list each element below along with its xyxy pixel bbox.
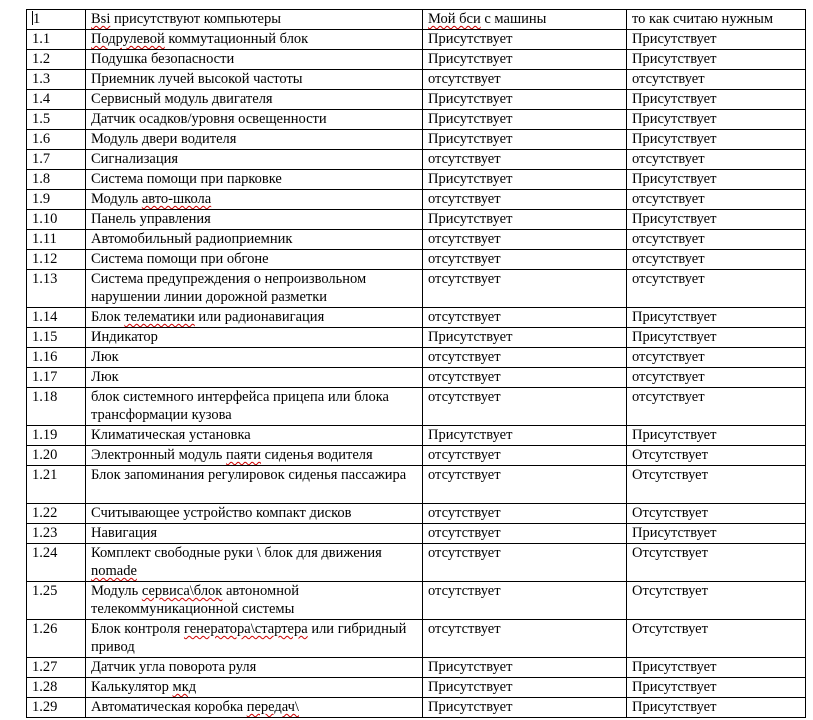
table-row xyxy=(27,388,806,426)
row-mine-status-text: Присутствует xyxy=(428,111,513,127)
row-need-status-text: Присутствует xyxy=(632,525,717,541)
row-number-text: 1.5 xyxy=(32,111,51,127)
header-need-cell[interactable] xyxy=(627,10,806,30)
row-need-status-text: отсутствует xyxy=(632,369,705,385)
table-row xyxy=(27,658,806,678)
row-name-text: Комплект свободные руки \ блок для движения nomade xyxy=(91,545,382,579)
row-number-text: 1.20 xyxy=(32,447,58,463)
header-number: 1 xyxy=(33,11,41,27)
row-mine-status-text: Присутствует xyxy=(428,679,513,695)
row-number-cell[interactable] xyxy=(27,190,86,210)
header-need: то как считаю нужным xyxy=(632,11,774,27)
row-number-text: 1.1 xyxy=(32,31,51,47)
table-row xyxy=(27,150,806,170)
table-row xyxy=(27,426,806,446)
row-need-status-cell[interactable] xyxy=(627,230,806,250)
row-number-text: 1.25 xyxy=(32,583,58,599)
row-number-cell[interactable] xyxy=(27,466,86,504)
row-number-text: 1.14 xyxy=(32,309,58,325)
row-mine-status-cell[interactable] xyxy=(423,446,627,466)
row-need-status-text: отсутствует xyxy=(632,71,705,87)
table-row xyxy=(27,110,806,130)
row-need-status-cell[interactable] xyxy=(627,210,806,230)
row-name-text: Блок запоминания регулировок сиденья пассажира xyxy=(91,467,407,483)
row-number-cell[interactable] xyxy=(27,388,86,426)
row-name-cell[interactable] xyxy=(86,110,423,130)
row-need-status-text: Присутствует xyxy=(632,91,717,107)
row-need-status-text: Присутствует xyxy=(632,329,717,345)
row-name-text: Модуль двери водителя xyxy=(91,131,237,147)
row-number-text: 1.10 xyxy=(32,211,58,227)
table-row xyxy=(27,210,806,230)
row-need-status-cell[interactable] xyxy=(627,50,806,70)
header-name-rest: присутствуют компьютеры xyxy=(110,11,281,27)
row-mine-status-text: отсутствует xyxy=(428,251,501,267)
row-name-cell[interactable] xyxy=(86,190,423,210)
row-mine-status-cell[interactable] xyxy=(423,348,627,368)
row-name-cell[interactable] xyxy=(86,210,423,230)
row-number-text: 1.17 xyxy=(32,369,58,385)
spellcheck-word: Подрулевой xyxy=(91,31,165,47)
row-number-cell[interactable] xyxy=(27,524,86,544)
row-mine-status-cell[interactable] xyxy=(423,50,627,70)
row-need-status-text: Отсутствует xyxy=(632,545,708,561)
row-need-status-cell[interactable] xyxy=(627,620,806,658)
row-need-status-text: Отсутствует xyxy=(632,505,708,521)
row-name-text: Модуль авто-школа xyxy=(91,191,212,207)
row-need-status-text: Отсутствует xyxy=(632,447,708,463)
row-number-cell[interactable] xyxy=(27,678,86,698)
row-need-status-cell[interactable] xyxy=(627,70,806,90)
header-mine-rest: с машины xyxy=(480,11,547,27)
row-need-status-cell[interactable] xyxy=(627,582,806,620)
row-mine-status-cell[interactable] xyxy=(423,466,627,504)
row-number-cell[interactable] xyxy=(27,446,86,466)
row-number-cell[interactable] xyxy=(27,698,86,718)
row-need-status-text: Присутствует xyxy=(632,211,717,227)
table-row xyxy=(27,368,806,388)
table-row xyxy=(27,466,806,504)
row-number-text: 1.7 xyxy=(32,151,51,167)
row-need-status-text: Присутствует xyxy=(632,111,717,127)
row-name-text: Люк xyxy=(91,349,119,365)
row-name-cell[interactable] xyxy=(86,90,423,110)
row-name-text: Панель управления xyxy=(91,211,211,227)
row-need-status-cell[interactable] xyxy=(627,658,806,678)
row-mine-status-text: Присутствует xyxy=(428,699,513,715)
row-number-text: 1.4 xyxy=(32,91,51,107)
table-row xyxy=(27,348,806,368)
row-need-status-text: Присутствует xyxy=(632,679,717,695)
table-row xyxy=(27,308,806,328)
row-name-cell[interactable] xyxy=(86,130,423,150)
row-mine-status-cell[interactable] xyxy=(423,230,627,250)
row-need-status-cell[interactable] xyxy=(627,698,806,718)
row-number-cell[interactable] xyxy=(27,504,86,524)
row-need-status-cell[interactable] xyxy=(627,524,806,544)
table-row xyxy=(27,250,806,270)
computers-table xyxy=(26,9,806,718)
row-number-cell[interactable] xyxy=(27,90,86,110)
row-need-status-text: Присутствует xyxy=(632,171,717,187)
row-mine-status-text: отсутствует xyxy=(428,191,501,207)
row-name-text: Люк xyxy=(91,369,119,385)
row-name-cell[interactable] xyxy=(86,250,423,270)
row-mine-status-text: отсутствует xyxy=(428,583,501,599)
row-mine-status-text: отсутствует xyxy=(428,71,501,87)
row-number-text: 1.13 xyxy=(32,271,58,287)
row-mine-status-text: отсутствует xyxy=(428,389,501,405)
spellcheck-word: генератора\стартера xyxy=(183,621,308,637)
row-need-status-cell[interactable] xyxy=(627,150,806,170)
row-name-text: Блок контроля генератора\стартера или гибридный привод xyxy=(91,621,407,655)
table-row xyxy=(27,698,806,718)
table-row xyxy=(27,270,806,308)
table-row xyxy=(27,70,806,90)
row-number-text: 1.18 xyxy=(32,389,58,405)
header-mine-wavy: Мой бси xyxy=(428,11,481,27)
row-need-status-text: Отсутствует xyxy=(632,621,708,637)
row-name-text: Система помощи при обгоне xyxy=(91,251,269,267)
row-mine-status-cell[interactable] xyxy=(423,524,627,544)
row-name-cell[interactable] xyxy=(86,170,423,190)
row-number-text: 1.26 xyxy=(32,621,58,637)
row-name-cell[interactable] xyxy=(86,658,423,678)
row-name-text: Система предупреждения о непроизвольном нарушении линии дорожной разметки xyxy=(91,271,367,305)
row-need-status-text: отсутствует xyxy=(632,389,705,405)
row-name-cell[interactable] xyxy=(86,150,423,170)
row-name-text: Электронный модуль паяти сиденья водителя xyxy=(91,447,373,463)
row-number-text: 1.16 xyxy=(32,349,58,365)
row-need-status-cell[interactable] xyxy=(627,170,806,190)
table-row xyxy=(27,90,806,110)
row-name-cell[interactable] xyxy=(86,388,423,426)
row-mine-status-text: отсутствует xyxy=(428,349,501,365)
row-number-text: 1.28 xyxy=(32,679,58,695)
row-number-cell[interactable] xyxy=(27,130,86,150)
row-mine-status-text: Присутствует xyxy=(428,427,513,443)
row-mine-status-cell[interactable] xyxy=(423,190,627,210)
row-number-text: 1.29 xyxy=(32,699,58,715)
row-number-text: 1.11 xyxy=(32,231,57,247)
row-name-text: Система помощи при парковке xyxy=(91,171,282,187)
row-name-text: Модуль сервиса\блок автономной телекоммуникационной системы xyxy=(91,583,299,617)
row-name-cell[interactable] xyxy=(86,582,423,620)
row-need-status-cell[interactable] xyxy=(627,446,806,466)
row-mine-status-text: Присутствует xyxy=(428,659,513,675)
spellcheck-word: сервиса\блок xyxy=(141,583,223,599)
row-name-text: Датчик осадков/уровня освещенности xyxy=(91,111,327,127)
row-number-text: 1.3 xyxy=(32,71,51,87)
row-need-status-text: отсутствует xyxy=(632,151,705,167)
table-row xyxy=(27,130,806,150)
row-mine-status-text: Присутствует xyxy=(428,131,513,147)
row-name-text: Климатическая установка xyxy=(91,427,251,443)
row-mine-status-cell[interactable] xyxy=(423,90,627,110)
row-need-status-text: отсутствует xyxy=(632,191,705,207)
row-name-cell[interactable] xyxy=(86,544,423,582)
row-name-cell[interactable] xyxy=(86,70,423,90)
row-mine-status-cell[interactable] xyxy=(423,250,627,270)
row-need-status-cell[interactable] xyxy=(627,504,806,524)
row-number-text: 1.6 xyxy=(32,131,51,147)
row-mine-status-text: отсутствует xyxy=(428,369,501,385)
row-need-status-cell[interactable] xyxy=(627,678,806,698)
row-name-cell[interactable] xyxy=(86,446,423,466)
row-mine-status-text: Присутствует xyxy=(428,31,513,47)
row-need-status-cell[interactable] xyxy=(627,90,806,110)
row-mine-status-text: отсутствует xyxy=(428,309,501,325)
row-name-text: Автомобильный радиоприемник xyxy=(91,231,293,247)
row-number-cell[interactable] xyxy=(27,170,86,190)
row-name-text: Навигация xyxy=(91,525,158,541)
row-number-cell[interactable] xyxy=(27,30,86,50)
row-need-status-cell[interactable] xyxy=(627,130,806,150)
row-name-text: Калькулятор мкд xyxy=(91,679,197,695)
row-need-status-cell[interactable] xyxy=(627,190,806,210)
row-mine-status-text: отсутствует xyxy=(428,525,501,541)
header-name-prefix: Вsi xyxy=(91,11,111,27)
row-name-text: Приемник лучей высокой частоты xyxy=(91,71,303,87)
row-mine-status-text: отсутствует xyxy=(428,467,501,483)
row-mine-status-cell[interactable] xyxy=(423,388,627,426)
table-row xyxy=(27,582,806,620)
row-need-status-text: отсутствует xyxy=(632,231,705,247)
row-need-status-text: Присутствует xyxy=(632,131,717,147)
row-mine-status-cell[interactable] xyxy=(423,130,627,150)
row-mine-status-text: отсутствует xyxy=(428,231,501,247)
row-number-cell[interactable] xyxy=(27,150,86,170)
row-name-text: Индикатор xyxy=(91,329,158,345)
row-need-status-text: отсутствует xyxy=(632,271,705,287)
spellcheck-word: телематики xyxy=(124,309,195,325)
row-number-text: 1.24 xyxy=(32,545,58,561)
row-name-cell[interactable] xyxy=(86,466,423,504)
row-mine-status-cell[interactable] xyxy=(423,270,627,308)
header-number-cell[interactable] xyxy=(27,10,86,30)
row-name-cell[interactable] xyxy=(86,620,423,658)
row-number-cell[interactable] xyxy=(27,110,86,130)
row-mine-status-text: отсутствует xyxy=(428,271,501,287)
row-need-status-cell[interactable] xyxy=(627,328,806,348)
row-mine-status-cell[interactable] xyxy=(423,620,627,658)
table-row xyxy=(27,190,806,210)
row-number-text: 1.8 xyxy=(32,171,51,187)
row-name-cell[interactable] xyxy=(86,698,423,718)
row-mine-status-text: отсутствует xyxy=(428,505,501,521)
row-mine-status-text: Присутствует xyxy=(428,91,513,107)
row-number-cell[interactable] xyxy=(27,70,86,90)
row-need-status-cell[interactable] xyxy=(627,426,806,446)
row-mine-status-cell[interactable] xyxy=(423,678,627,698)
row-mine-status-cell[interactable] xyxy=(423,426,627,446)
table-row xyxy=(27,328,806,348)
row-number-text: 1.19 xyxy=(32,427,58,443)
row-name-cell[interactable] xyxy=(86,524,423,544)
row-number-text: 1.12 xyxy=(32,251,58,267)
row-number-text: 1.23 xyxy=(32,525,58,541)
row-need-status-cell[interactable] xyxy=(627,388,806,426)
row-mine-status-cell[interactable] xyxy=(423,30,627,50)
row-name-text: Сервисный модуль двигателя xyxy=(91,91,273,107)
row-need-status-text: Присутствует xyxy=(632,659,717,675)
row-mine-status-text: отсутствует xyxy=(428,447,501,463)
row-mine-status-text: Присутствует xyxy=(428,51,513,67)
row-name-cell[interactable] xyxy=(86,348,423,368)
row-need-status-cell[interactable] xyxy=(627,30,806,50)
table-row xyxy=(27,678,806,698)
row-mine-status-cell[interactable] xyxy=(423,698,627,718)
spellcheck-word: мкд xyxy=(172,679,197,695)
row-need-status-text: отсутствует xyxy=(632,349,705,365)
row-name-cell[interactable] xyxy=(86,308,423,328)
header-mine-cell[interactable] xyxy=(423,10,627,30)
row-mine-status-text: Присутствует xyxy=(428,171,513,187)
row-number-text: 1.21 xyxy=(32,467,58,483)
row-name-text: Датчик угла поворота руля xyxy=(91,659,257,675)
row-name-text: Считывающее устройство компакт дисков xyxy=(91,505,352,521)
row-number-cell[interactable] xyxy=(27,426,86,446)
row-need-status-text: Присутствует xyxy=(632,427,717,443)
row-number-cell[interactable] xyxy=(27,620,86,658)
table-row xyxy=(27,504,806,524)
spellcheck-word: nomade xyxy=(91,563,137,579)
row-mine-status-cell[interactable] xyxy=(423,544,627,582)
row-mine-status-cell[interactable] xyxy=(423,150,627,170)
row-number-text: 1.9 xyxy=(32,191,51,207)
row-need-status-text: отсутствует xyxy=(632,251,705,267)
row-name-cell[interactable] xyxy=(86,270,423,308)
row-name-text: Блок телематики или радионавигация xyxy=(91,309,325,325)
row-name-cell[interactable] xyxy=(86,50,423,70)
row-name-cell[interactable] xyxy=(86,678,423,698)
row-name-cell[interactable] xyxy=(86,368,423,388)
row-number-text: 1.27 xyxy=(32,659,58,675)
row-need-status-text: Присутствует xyxy=(632,51,717,67)
row-mine-status-cell[interactable] xyxy=(423,582,627,620)
row-mine-status-text: отсутствует xyxy=(428,545,501,561)
table-row xyxy=(27,170,806,190)
row-need-status-cell[interactable] xyxy=(627,308,806,328)
table-row xyxy=(27,620,806,658)
row-name-text: Сигнализация xyxy=(91,151,179,167)
row-number-cell[interactable] xyxy=(27,230,86,250)
row-mine-status-cell[interactable] xyxy=(423,368,627,388)
row-number-cell[interactable] xyxy=(27,582,86,620)
table-row xyxy=(27,446,806,466)
row-name-cell[interactable] xyxy=(86,230,423,250)
spellcheck-word: авто-школа xyxy=(141,191,212,207)
row-need-status-text: Присутствует xyxy=(632,699,717,715)
row-need-status-text: Отсутствует xyxy=(632,583,708,599)
row-mine-status-text: Присутствует xyxy=(428,329,513,345)
row-mine-status-cell[interactable] xyxy=(423,504,627,524)
table-row xyxy=(27,30,806,50)
row-mine-status-cell[interactable] xyxy=(423,110,627,130)
row-number-cell[interactable] xyxy=(27,250,86,270)
row-name-text: Подушка безопасности xyxy=(91,51,235,67)
row-mine-status-cell[interactable] xyxy=(423,308,627,328)
row-name-cell[interactable] xyxy=(86,426,423,446)
row-number-cell[interactable] xyxy=(27,348,86,368)
row-number-cell[interactable] xyxy=(27,328,86,348)
spellcheck-word: передач\ xyxy=(246,699,299,715)
row-number-cell[interactable] xyxy=(27,544,86,582)
row-number-cell[interactable] xyxy=(27,368,86,388)
row-need-status-text: Присутствует xyxy=(632,31,717,47)
row-number-text: 1.2 xyxy=(32,51,51,67)
row-mine-status-cell[interactable] xyxy=(423,70,627,90)
row-name-cell[interactable] xyxy=(86,328,423,348)
row-name-text: блок системного интерфейса прицепа или блока трансформации кузова xyxy=(91,389,389,423)
row-need-status-cell[interactable] xyxy=(627,368,806,388)
row-need-status-cell[interactable] xyxy=(627,270,806,308)
row-number-text: 1.22 xyxy=(32,505,58,521)
table-row xyxy=(27,524,806,544)
row-number-cell[interactable] xyxy=(27,210,86,230)
row-mine-status-cell[interactable] xyxy=(423,210,627,230)
row-name-cell[interactable] xyxy=(86,30,423,50)
row-number-cell[interactable] xyxy=(27,50,86,70)
row-need-status-text: Отсутствует xyxy=(632,467,708,483)
row-need-status-text: Присутствует xyxy=(632,309,717,325)
row-number-cell[interactable] xyxy=(27,658,86,678)
row-need-status-cell[interactable] xyxy=(627,544,806,582)
row-number-cell[interactable] xyxy=(27,270,86,308)
row-number-text: 1.15 xyxy=(32,329,58,345)
row-mine-status-cell[interactable] xyxy=(423,658,627,678)
table-row xyxy=(27,230,806,250)
row-name-cell[interactable] xyxy=(86,504,423,524)
row-name-text: Автоматическая коробка передач\ xyxy=(91,699,299,715)
row-mine-status-text: отсутствует xyxy=(428,621,501,637)
spellcheck-word: паяти xyxy=(226,447,262,463)
row-name-text: Подрулевой коммутационный блок xyxy=(91,31,309,47)
row-mine-status-cell[interactable] xyxy=(423,170,627,190)
row-need-status-cell[interactable] xyxy=(627,348,806,368)
row-number-cell[interactable] xyxy=(27,308,86,328)
row-need-status-cell[interactable] xyxy=(627,250,806,270)
row-need-status-cell[interactable] xyxy=(627,110,806,130)
header-name-cell[interactable] xyxy=(86,10,423,30)
table-row xyxy=(27,544,806,582)
row-mine-status-text: отсутствует xyxy=(428,151,501,167)
header-row xyxy=(27,10,806,30)
row-mine-status-text: Присутствует xyxy=(428,211,513,227)
row-need-status-cell[interactable] xyxy=(627,466,806,504)
row-mine-status-cell[interactable] xyxy=(423,328,627,348)
table-row xyxy=(27,50,806,70)
